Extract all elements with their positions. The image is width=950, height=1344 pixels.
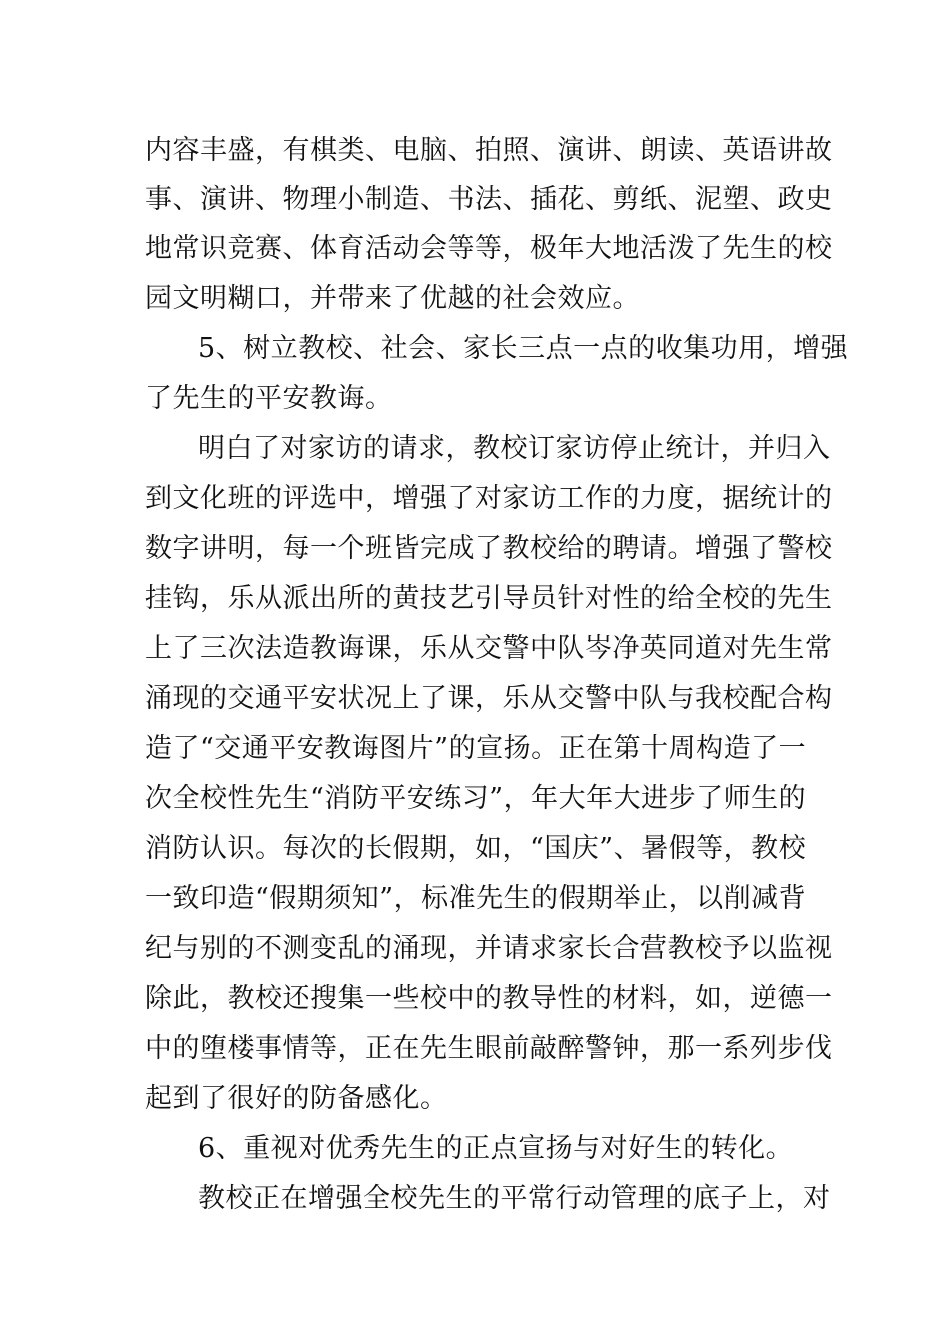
text-line: 次全校性先生“消防平安练习”，年大年大进步了师生的	[145, 783, 807, 814]
text-line: 5、树立教校、社会、家长三点一点的收集功用，增强	[198, 333, 849, 364]
text-line: 起到了很好的防备感化。	[145, 1083, 448, 1114]
text-line: 到文化班的评选中，增强了对家访工作的力度，据统计的	[145, 483, 833, 514]
text-line: 园文明糊口，并带来了优越的社会效应。	[145, 283, 640, 314]
text-line: 消防认识。每次的长假期，如，“国庆”、暑假等，教校	[145, 833, 807, 864]
text-line: 内容丰盛，有棋类、电脑、拍照、演讲、朗读、英语讲故	[145, 135, 833, 166]
text-line: 明白了对家访的请求，教校订家访停止统计，并归入	[198, 433, 831, 464]
text-line: 挂钩，乐从派出所的黄技艺引导员针对性的给全校的先生	[145, 583, 833, 614]
text-line: 涌现的交通平安状况上了课，乐从交警中队与我校配合构	[145, 683, 833, 714]
text-line: 中的堕楼事情等，正在先生眼前敲醉警钟，那一系列步伐	[145, 1033, 833, 1064]
text-line: 除此，教校还搜集一些校中的教导性的材料，如，逆德一	[145, 983, 833, 1014]
text-line: 纪与别的不测变乱的涌现，并请求家长合营教校予以监视	[145, 933, 833, 964]
text-line: 一致印造“假期须知”，标准先生的假期举止，以削减背	[145, 883, 807, 914]
text-line: 了先生的平安教诲。	[145, 383, 393, 414]
text-line: 数字讲明，每一个班皆完成了教校给的聘请。增强了警校	[145, 533, 833, 564]
text-line: 6、重视对优秀先生的正点宣扬与对好生的转化。	[198, 1133, 794, 1164]
text-line: 地常识竞赛、体育活动会等等，极年大地活泼了先生的校	[145, 233, 833, 264]
text-line: 教校正在增强全校先生的平常行动管理的底子上，对	[198, 1183, 831, 1214]
text-line: 上了三次法造教诲课，乐从交警中队岑净英同道对先生常	[145, 633, 833, 664]
text-line: 造了“交通平安教诲图片”的宣扬。正在第十周构造了一	[145, 733, 807, 764]
text-line: 事、演讲、物理小制造、书法、插花、剪纸、泥塑、政史	[145, 184, 833, 215]
